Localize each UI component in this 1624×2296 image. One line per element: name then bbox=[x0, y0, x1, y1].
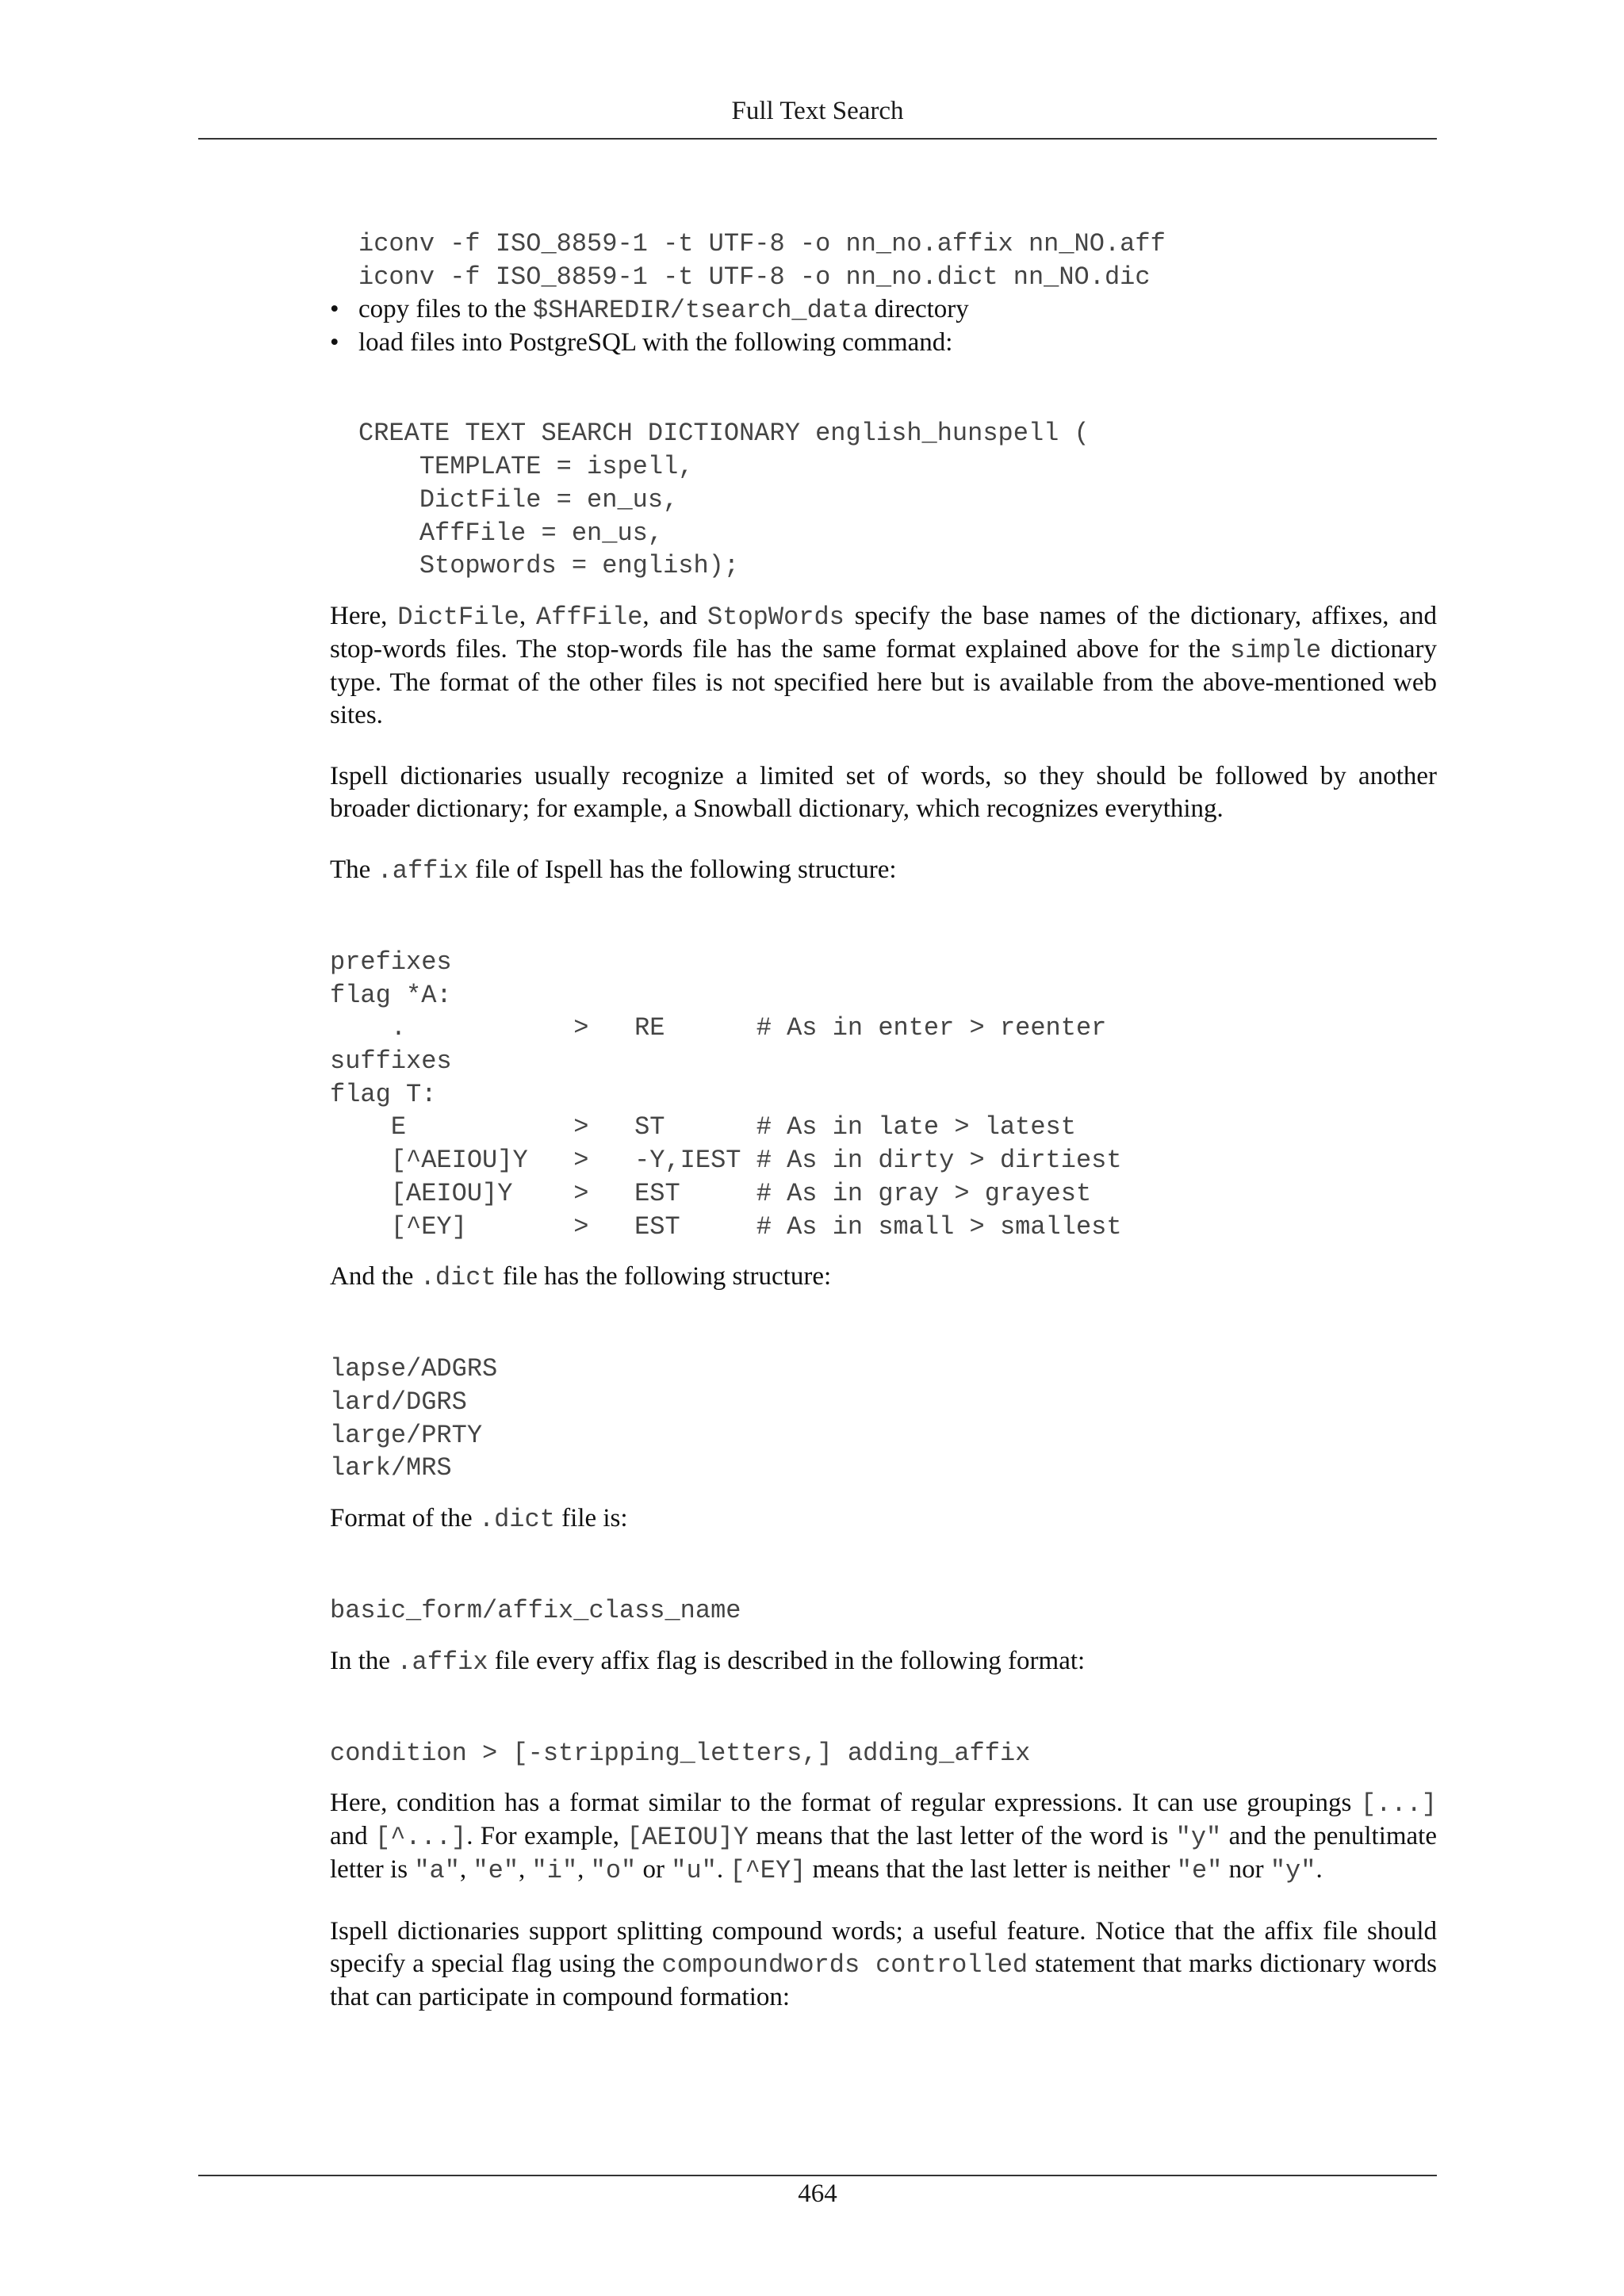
inline-code: .dict bbox=[419, 1263, 496, 1293]
inline-code: simple bbox=[1229, 635, 1322, 665]
inline-code: "y" bbox=[1270, 1856, 1316, 1886]
list-item bbox=[330, 327, 1437, 359]
paragraph: In the .affix file every affix flag is described in the following format: bbox=[330, 1646, 1086, 1677]
paragraph: And the .dict file has the following structure: bbox=[330, 1262, 832, 1293]
paragraph: Here, condition has a format similar to the format of regular expressions. It can use groupings [...] and [^...]. For example, [AEIOU]Y means that the last letter of the word is "y" and the penultimate letter is "a", "e", "i", "o" or "u". [^EY] means that the last letter is neither "e" nor "y". bbox=[330, 1789, 1437, 1886]
page-content bbox=[330, 228, 1437, 2014]
list-item-text: load files into PostgreSQL with the following command: bbox=[358, 328, 953, 358]
paragraph: Ispell dictionaries support splitting compound words; a useful feature. Notice that the affix file should specify a special flag using the compoundwords controlled statement that marks dictionary words that can participate in compound formation: bbox=[330, 1917, 1437, 2012]
header-rule bbox=[198, 138, 1437, 140]
inline-code: "e" bbox=[1176, 1856, 1223, 1886]
paragraph: Format of the .dict file is: bbox=[330, 1504, 628, 1535]
list-item-text: copy files to the bbox=[358, 295, 533, 324]
dict-structure-code-block: lapse/ADGRS lard/DGRS large/PRTY lark/MRS bbox=[330, 1354, 498, 1483]
iconv-code-block: iconv -f ISO_8859-1 -t UTF-8 -o nn_no.affix nn_NO.aff iconv -f ISO_8859-1 -t UTF-8 -o nn_no.dict nn_NO.dic bbox=[358, 229, 1166, 292]
inline-code: "a" bbox=[414, 1856, 460, 1886]
list-item bbox=[330, 293, 1437, 327]
inline-code: "o" bbox=[590, 1856, 637, 1886]
inline-code: .affix bbox=[377, 855, 469, 886]
paragraph: Here, DictFile, AffFile, and StopWords specify the base names of the dictionary, affixes, and stop-words files. The stop-words file has the same format explained above for the simple dictionary type. The format of the other files is not specified here but is available from the above-mentioned web sites. bbox=[330, 601, 1437, 729]
affix-format-code-block: condition > [-stripping_letters,] adding_affix bbox=[330, 1738, 1031, 1768]
running-header: Full Text Search bbox=[731, 97, 904, 125]
inline-code: "y" bbox=[1175, 1823, 1222, 1853]
page-number: 464 bbox=[798, 2179, 837, 2208]
paragraph: The .affix file of Ispell has the following structure: bbox=[330, 855, 897, 886]
inline-code: "i" bbox=[531, 1856, 578, 1886]
inline-code: "e" bbox=[473, 1856, 519, 1886]
inline-code: .affix bbox=[396, 1647, 488, 1677]
inline-code: AffFile bbox=[535, 602, 643, 632]
inline-code: DictFile bbox=[397, 602, 519, 632]
inline-code: StopWords bbox=[707, 602, 845, 632]
inline-code: .dict bbox=[478, 1505, 555, 1535]
inline-code: [^...] bbox=[374, 1823, 467, 1853]
affix-structure-code-block: prefixes flag *A: . > RE # As in enter > reenter suffixes flag T: E > ST # As in late > latest [^AEIOU]Y > -Y,IEST # As in dirty > dirtiest [AEIOU]Y > EST # As in gray > grayest [^EY] > EST # As in small > smallest bbox=[330, 947, 1122, 1242]
create-dictionary-code-block: CREATE TEXT SEARCH DICTIONARY english_hunspell ( TEMPLATE = ispell, DictFile = en_us, AffFile = en_us, Stopwords = english); bbox=[358, 419, 1090, 581]
inline-code: [^EY] bbox=[730, 1856, 806, 1886]
inline-code: $SHAREDIR/tsearch_data bbox=[532, 296, 868, 326]
inline-code: [...] bbox=[1360, 1789, 1437, 1820]
dict-format-code-block: basic_form/affix_class_name bbox=[330, 1596, 741, 1626]
paragraph: Ispell dictionaries usually recognize a limited set of words, so they should be followed by another broader dictionary; for example, a Snowball dictionary, which recognizes everything. bbox=[330, 761, 1437, 823]
inline-code: "u" bbox=[671, 1856, 717, 1886]
list-item-text: directory bbox=[868, 295, 969, 324]
footer-rule bbox=[198, 2175, 1437, 2176]
inline-code: compoundwords controlled bbox=[661, 1950, 1028, 1980]
steps-list bbox=[330, 293, 1437, 359]
inline-code: [AEIOU]Y bbox=[626, 1823, 749, 1853]
